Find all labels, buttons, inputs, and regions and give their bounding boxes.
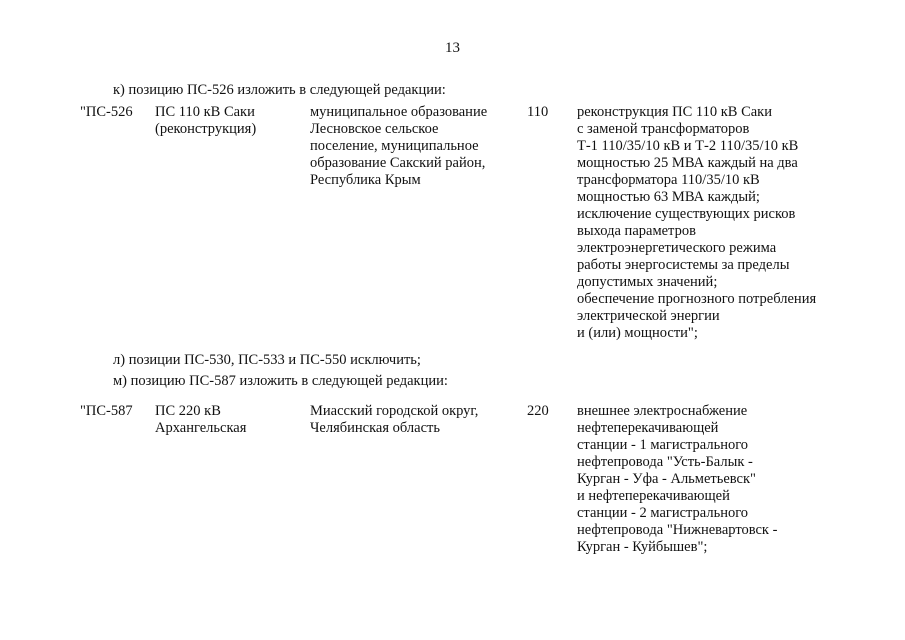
paragraph-l: л) позиции ПС-530, ПС-533 и ПС-550 исключить; bbox=[113, 352, 421, 368]
entry-description-line: Т-1 110/35/10 кВ и Т-2 110/35/10 кВ bbox=[577, 138, 799, 154]
entry-description-line: нефтепровода "Усть-Балык - bbox=[577, 454, 753, 470]
entry-description-line: обеспечение прогнозного потребления bbox=[577, 291, 817, 307]
entry-description-line: трансформатора 110/35/10 кВ bbox=[577, 172, 760, 188]
entry-name-line: (реконструкция) bbox=[155, 121, 257, 137]
entry-name-line: Архангельская bbox=[155, 420, 247, 436]
entry-description-line: исключение существующих рисков bbox=[577, 206, 796, 222]
entry-description-line: Курган - Уфа - Альметьевск" bbox=[577, 471, 756, 487]
entry-description bbox=[577, 104, 847, 342]
entry-description-line: работы энергосистемы за пределы bbox=[577, 257, 790, 273]
entry-description-line: мощностью 25 МВА каждый на два bbox=[577, 155, 798, 171]
entry-description-line: электрической энергии bbox=[577, 308, 720, 324]
entry-description-line: внешнее электроснабжение bbox=[577, 403, 748, 419]
entry-description-line: станции - 2 магистрального bbox=[577, 505, 749, 521]
entry-description-line: реконструкция ПС 110 кВ Саки bbox=[577, 104, 772, 120]
entry-location bbox=[310, 403, 525, 437]
entry-name bbox=[155, 403, 305, 437]
paragraph-k: к) позицию ПС-526 изложить в следующей редакции: bbox=[113, 82, 446, 98]
entry-location-line: Миасский городской округ, bbox=[310, 403, 479, 419]
entry-name-line: ПС 220 кВ bbox=[155, 403, 221, 419]
entry-description-line: Курган - Куйбышев"; bbox=[577, 539, 708, 555]
entry-description-line: и нефтеперекачивающей bbox=[577, 488, 730, 504]
entry-location-line: Лесновское сельское bbox=[310, 121, 439, 137]
entry-description-line: станции - 1 магистрального bbox=[577, 437, 749, 453]
entry-location-line: образование Сакский район, bbox=[310, 155, 486, 171]
entry-description-line: и (или) мощности"; bbox=[577, 325, 698, 341]
entry-code: "ПС-526 bbox=[80, 104, 133, 120]
entry-voltage: 110 bbox=[527, 104, 549, 120]
entry-location-line: муниципальное образование bbox=[310, 104, 488, 120]
entry-description-line: нефтеперекачивающей bbox=[577, 420, 719, 436]
entry-name bbox=[155, 104, 305, 138]
entry-description-line: мощностью 63 МВА каждый; bbox=[577, 189, 760, 205]
paragraph-m: м) позицию ПС-587 изложить в следующей редакции: bbox=[113, 373, 448, 389]
entry-location-line: поселение, муниципальное bbox=[310, 138, 479, 154]
entry-description-line: выхода параметров bbox=[577, 223, 696, 239]
entry-location-line: Республика Крым bbox=[310, 172, 421, 188]
entry-code: "ПС-587 bbox=[80, 403, 133, 419]
entry-description-line: электроэнергетического режима bbox=[577, 240, 777, 256]
entry-voltage: 220 bbox=[527, 403, 549, 419]
entry-name-line: ПС 110 кВ Саки bbox=[155, 104, 255, 120]
entry-description-line: допустимых значений; bbox=[577, 274, 718, 290]
entry-location bbox=[310, 104, 525, 189]
entry-description-line: с заменой трансформаторов bbox=[577, 121, 750, 137]
page-number: 13 bbox=[445, 40, 460, 56]
entry-location-line: Челябинская область bbox=[310, 420, 440, 436]
entry-description-line: нефтепровода "Нижневартовск - bbox=[577, 522, 778, 538]
entry-description bbox=[577, 403, 847, 556]
